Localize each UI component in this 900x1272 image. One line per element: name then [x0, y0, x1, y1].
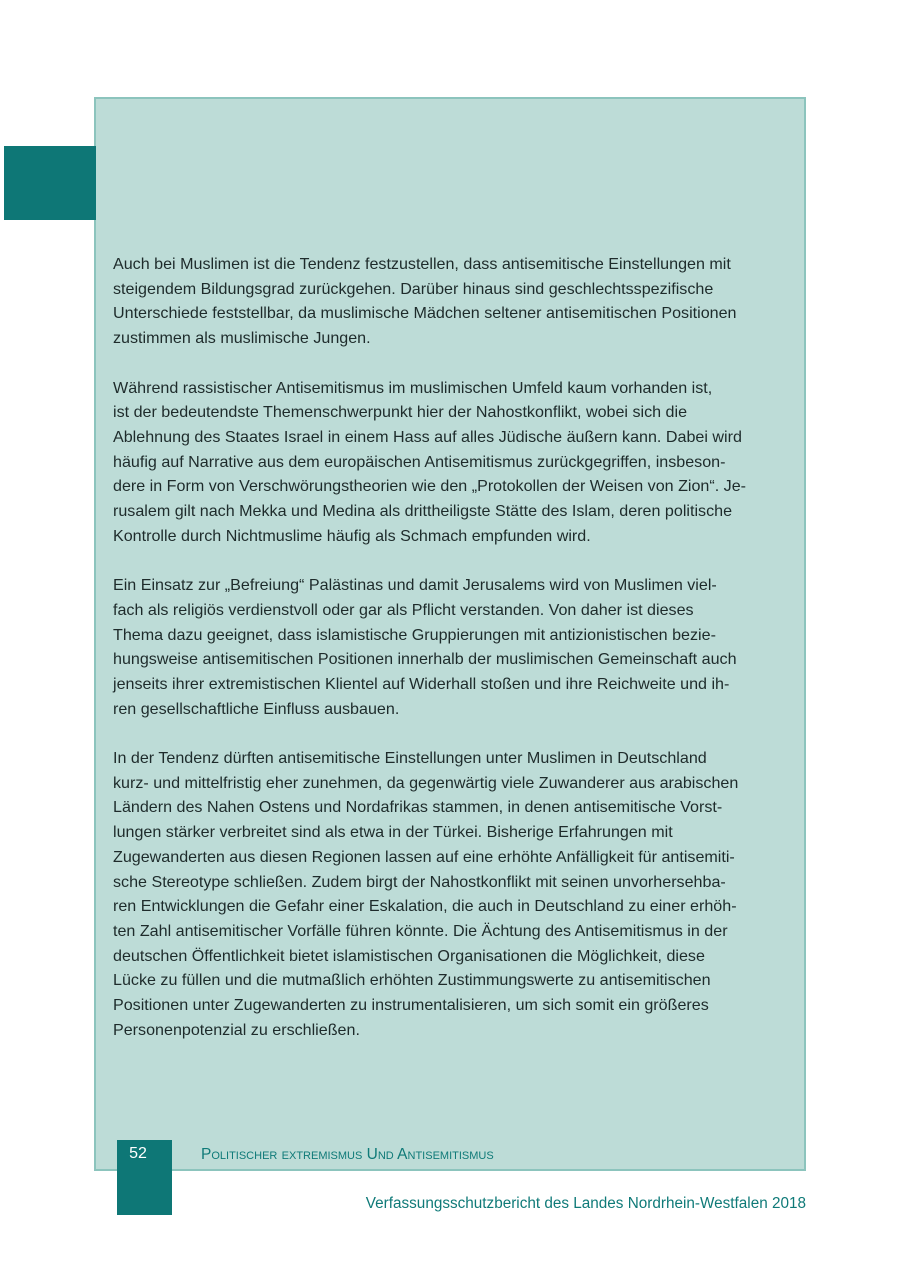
text-line: ren Entwicklungen die Gefahr einer Eskalation, die auch in Deutschland zu einer erhöh-: [113, 897, 737, 916]
page-number: 52: [129, 1145, 147, 1162]
text-line: kurz- und mittelfristig eher zunehmen, da gegenwärtig viele Zuwanderer aus arabischen: [113, 773, 739, 792]
text-line: ten Zahl antisemitischer Vorfälle führen könnte. Die Ächtung des Antisemitismus in der: [113, 921, 728, 940]
body-text: [113, 252, 793, 1067]
paragraph-3: [113, 573, 793, 721]
text-line: dere in Form von Verschwörungstheorien wie den „Protokollen der Weisen von Zion“. Je-: [113, 477, 747, 496]
text-line: zustimmen als muslimische Jungen.: [113, 329, 371, 348]
text-line: In der Tendenz dürften antisemitische Einstellungen unter Muslimen in Deutschland: [113, 749, 707, 768]
text-line: Ein Einsatz zur „Befreiung“ Palästinas und damit Jerusalems wird von Muslimen viel-: [113, 576, 717, 595]
text-line: Thema dazu geeignet, dass islamistische Gruppierungen mit antizionistischen bezie-: [113, 625, 716, 644]
text-line: rusalem gilt nach Mekka und Medina als drittheiligste Stätte des Islam, deren politische: [113, 502, 733, 521]
text-line: Kontrolle durch Nichtmuslime häufig als Schmach empfunden wird.: [113, 526, 591, 545]
text-line: Personenpotenzial zu erschließen.: [113, 1020, 360, 1039]
text-line: fach als religiös verdienstvoll oder gar als Pflicht verstanden. Von daher ist dieses: [113, 600, 694, 619]
text-line: ist der bedeutendste Themenschwerpunkt hier der Nahostkonflikt, wobei sich die: [113, 403, 688, 422]
text-line: Zugewanderten aus diesen Regionen lassen auf eine erhöhte Anfälligkeit für antisemiti-: [113, 847, 735, 866]
text-line: Positionen unter Zugewanderten zu instrumentalisieren, um sich somit ein größeres: [113, 996, 709, 1015]
text-line: lungen stärker verbreitet sind als etwa in der Türkei. Bisherige Erfahrungen mit: [113, 823, 673, 842]
text-line: steigendem Bildungsgrad zurückgehen. Darüber hinaus sind geschlechtsspezifische: [113, 279, 714, 298]
text-line: Ländern des Nahen Ostens und Nordafrikas stammen, in denen antisemitische Vorst-: [113, 798, 723, 817]
text-line: Lücke zu füllen und die mutmaßlich erhöhten Zustimmungswerte zu antisemitischen: [113, 971, 711, 990]
text-line: jenseits ihrer extremistischen Klientel auf Widerhall stoßen und ihre Reichweite und ih-: [113, 674, 730, 693]
text-line: deutschen Öffentlichkeit bietet islamistischen Organisationen die Möglichkeit, diese: [113, 946, 705, 965]
text-line: Während rassistischer Antisemitismus im muslimischen Umfeld kaum vorhanden ist,: [113, 378, 713, 397]
paragraph-2: [113, 376, 793, 549]
report-title: Verfassungsschutzbericht des Landes Nordrhein-Westfalen 2018: [365, 1195, 806, 1212]
text-line: Unterschiede feststellbar, da muslimische Mädchen seltener antisemitischen Positionen: [113, 304, 737, 323]
chapter-title: Politischer extremismus Und Antisemitismus: [201, 1146, 494, 1163]
side-tab-decoration: [4, 146, 96, 220]
paragraph-4: [113, 746, 793, 1042]
text-line: ren gesellschaftliche Einfluss ausbauen.: [113, 699, 400, 718]
paragraph-1: [113, 252, 793, 351]
text-line: Auch bei Muslimen ist die Tendenz festzustellen, dass antisemitische Einstellungen mit: [113, 255, 731, 273]
text-line: Ablehnung des Staates Israel in einem Hass auf alles Jüdische äußern kann. Dabei wird: [113, 427, 742, 446]
text-line: häufig auf Narrative aus dem europäischen Antisemitismus zurückgegriffen, insbeson-: [113, 452, 726, 471]
text-line: sche Stereotype schließen. Zudem birgt der Nahostkonflikt mit seinen unvorhersehba-: [113, 872, 726, 891]
text-line: hungsweise antisemitischen Positionen innerhalb der muslimischen Gemeinschaft auch: [113, 650, 737, 669]
